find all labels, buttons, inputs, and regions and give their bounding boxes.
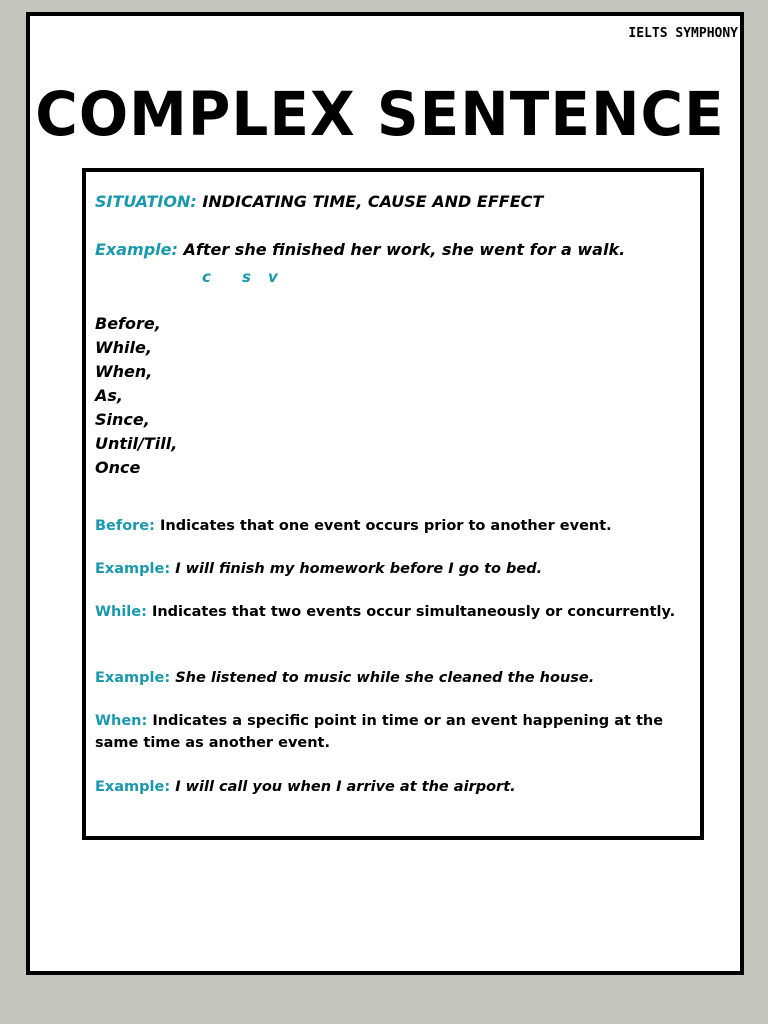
example-before [95,558,691,580]
example-while [95,667,691,689]
list-item: Once [95,458,141,477]
term-before: Before: [95,518,155,534]
example-text: I will finish my homework before I go to bed. [175,561,543,577]
worksheet-page [26,12,744,975]
main-example-label: Example: [95,240,178,259]
page-title: COMPLEX SENTENCE [35,78,725,150]
definition-text: Indicates that two events occur simultaneously or concurrently. [151,604,676,620]
list-item: When, [95,362,153,381]
marker-verb: v [268,268,278,286]
example-when [95,776,691,798]
situation-label: SITUATION: [95,192,197,211]
definition-text: Indicates that one event occurs prior to another event. [160,518,612,534]
list-item: While, [95,338,152,357]
definition-when [95,710,691,754]
term-when: When: [95,713,148,729]
list-item: As, [95,386,123,405]
definition-text: Indicates a specific point in time or an event happening at the same time as another event. [95,713,664,751]
list-item: Before, [95,314,161,333]
list-item: Since, [95,410,150,429]
content-box [82,168,704,840]
marker-subject: s [242,268,251,286]
example-text: I will call you when I arrive at the airport. [175,779,516,795]
term-while: While: [95,604,147,620]
list-item: Until/Till, [95,434,178,453]
situation-line [95,192,543,211]
brand-label: IELTS SYMPHONY [628,26,738,41]
definition-before [95,515,691,537]
main-example-line [95,240,625,259]
example-label: Example: [95,561,171,577]
conjunction-list [95,312,177,480]
main-example-text: After she finished her work, she went for a walk. [183,240,626,259]
example-text: She listened to music while she cleaned the house. [175,670,595,686]
definition-while [95,601,691,623]
example-label: Example: [95,670,171,686]
example-label: Example: [95,779,171,795]
situation-text: INDICATING TIME, CAUSE AND EFFECT [202,192,544,211]
marker-conjunction: c [202,268,211,286]
